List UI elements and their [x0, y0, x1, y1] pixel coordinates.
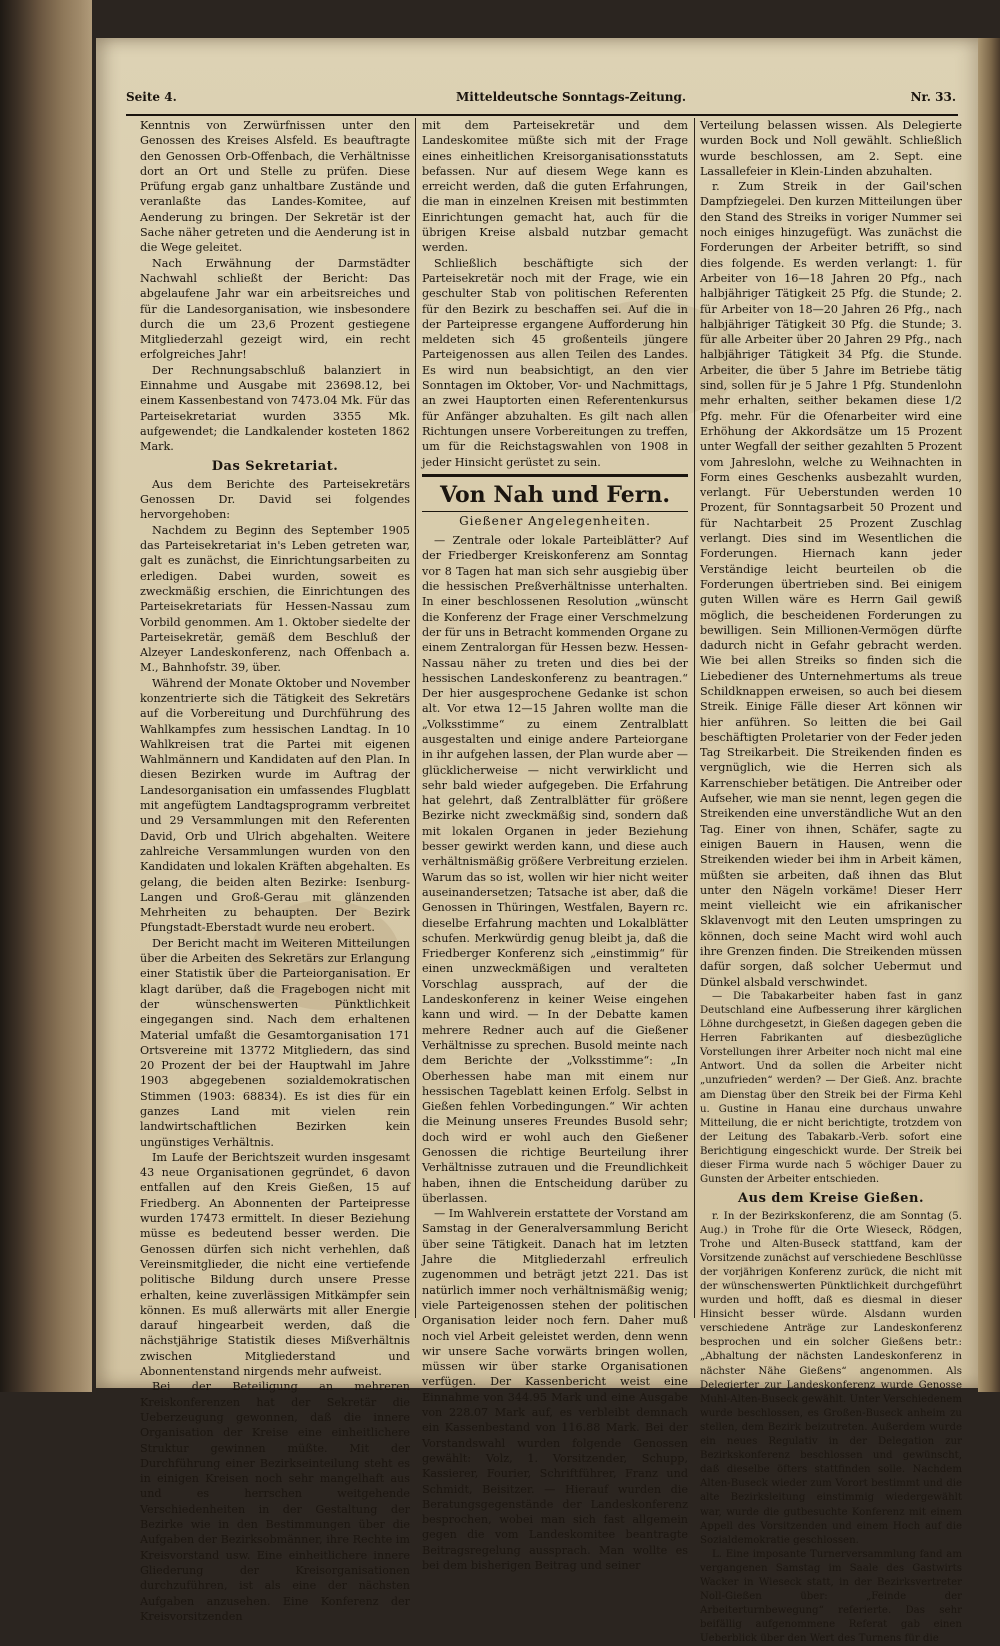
column-2 [422, 118, 688, 1573]
article-paragraph: Schließlich beschäftigte sich der Parteisekretär noch mit der Frage, wie ein geschulter Stab von politischen Referenten für den Bezirk zu beschaffen sei. Auf die in der Parteipresse ergangene Aufforderung hin meldeten sich 45 großenteils jüngere Parteigenossen aus allen Teilen des Landes. Es wird nun beabsichtigt, an den vier Sonntagen im Oktober, Vor- und Nachmittags, an zwei Hauptorten einen Referentenkursus für Anfänger abzuhalten. Es gilt nach allen Richtungen unsere Vorbereitungen zu treffen, um für die Reichstagswahlen von 1908 in jeder Hinsicht gerüstet zu sein. [422, 256, 688, 469]
article-paragraph: Nachdem zu Beginn des September 1905 das Parteisekretariat in's Leben getreten war, galt es zunächst, die Einrichtungsarbeiten zu erledigen. Dabei wurden, soweit es zweckmäßig erschien, die Einrichtungen des Parteisekretariats für Hessen-Nassau zum Vorbild genommen. Am 1. Oktober siedelte der Parteisekretär, gemäß dem Beschluß der Alzeyer Landeskonferenz, nach Offenbach a. M., Bahnhofstr. 39, über. [140, 523, 410, 675]
article-paragraph: L. Eine imposante Turnerversammlung fand am vergangenen Samstag im Saale des Gastwirts Wacker in Wieseck statt, in der Bezirksvertreter Noll-Gießen über: „Feinde der Arbeiterturnbewegung“ referierte. Das sehr beifällig aufgenommene Referat gab einen Ueberblick über den Wert des Turnens für die [700, 1548, 962, 1645]
newspaper-title: Mitteldeutsche Sonntags-Zeitung. [456, 90, 687, 104]
column-divider [415, 118, 416, 1318]
article-paragraph: Nach Erwähnung der Darmstädter Nachwahl schließt der Bericht: Das abgelaufene Jahr war ein arbeitsreiches und für die Landesorganisation, wie insbesondere durch die um 23,6 Prozent gestiegene Mitgliederzahl gezeigt wird, ein recht erfolgreiches Jahr! [140, 256, 410, 362]
header-rule [126, 114, 958, 116]
article-paragraph: Im Laufe der Berichtszeit wurden insgesamt 43 neue Organisationen gegründet, 6 davon entfallen auf den Kreis Gießen, 15 auf Friedberg. An Abonnenten der Parteipresse wurden 17473 ermittelt. In dieser Beziehung müsse es bedeutend besser werden. Die Genossen dürfen sich nicht verhehlen, daß Vereinsmitglieder, die nicht eine vertiefende politische Bildung durch unsere Presse erhalten, keine zuverlässigen Mitkämpfer sein können. Es muß allerwärts mit aller Energie darauf hingearbeit werden, daß die nächstjährige Statistik dieses Mißverhältnis zwischen Mitgliederstand und Abonnentenstand nirgends mehr aufweist. [140, 1150, 410, 1379]
article-paragraph: — Im Wahlverein erstattete der Vorstand am Samstag in der Generalversammlung Bericht über seine Tätigkeit. Danach hat im letzten Jahre die Mitgliederzahl erfreulich zugenommen und beträgt jetzt 221. Das ist natürlich immer noch verhältnismäßig wenig; viele Parteigenossen stehen der politischen Organisation leider noch fern. Daher muß noch viel Arbeit geleistet werden, denn wenn wir unsere Sache vorwärts bringen wollen, müssen wir über starke Organisationen verfügen. Der Kassenbericht weist eine Einnahme von 344.95 Mark und eine Ausgabe von 228.07 Mark auf, es verbleibt demnach ein Kassenbestand von 116.88 Mark. Bei der Vorstandswahl wurden folgende Genossen gewählt: Volz, 1. Vorsitzender, Schupp, Kassierer, Fourier, Schriftführer, Franz und Schmidt, Beisitzer. — Hierauf wurden die Beratungsgegenstände der Landeskonferenz besprochen, wobei man sich fast allgemein gegen die vom Landeskomitee beantragte Beitragsregelung aussprach. Man wollte es bei dem bisherigen Beitrag und seiner [422, 1207, 688, 1573]
article-paragraph: mit dem Parteisekretär und dem Landeskomitee müßte sich mit der Frage eines einheitlichen Kreisorganisationsstatuts befassen. Nur auf diesem Wege kann es erreicht werden, daß die guten Erfahrungen, die man in einzelnen Kreisen mit bestimmten Einrichtungen gemacht hat, auch für die übrigen Kreise alsbald nutzbar gemacht werden. [422, 119, 688, 255]
page-header [126, 90, 956, 112]
article-paragraph: — Zentrale oder lokale Parteiblätter? Auf der Friedberger Kreiskonferenz am Sonntag vor 8 Tagen hat man sich sehr ausgiebig über die hessischen Preßverhältnisse unterhalten. In einer beschlossenen Resolution „wünscht die Konferenz der Frage einer Verschmelzung der für uns in Betracht kommenden Organe zu einem Zentralorgan für Hessen bezw. Hessen-Nassau näher zu treten und dies bei der hessischen Landeskonferenz zu beantragen.“ Der hier ausgesprochene Gedanke ist schon alt. Vor etwa 12—15 Jahren wollte man die „Volksstimme“ zu einem Zentralblatt ausgestalten und einige andere Parteiorgane in ihr aufgehen lassen, der Plan wurde aber — glücklicherweise — nicht verwirklicht und sehr bald wieder aufgegeben. Die Erfahrung hat gelehrt, daß Zentralblätter für größere Bezirke nicht zweckmäßig sind, sondern daß mit lokalen Organen in jeder Beziehung besser gewirkt werden kann, und diese auch verhältnismäßig größere Verbreitung erzielen. Warum das so ist, wollen wir hier nicht weiter auseinandersetzen; Tatsache ist aber, daß die Genossen in Thüringen, Westfalen, Bayern rc. dieselbe Erfahrung machten und Lokalblätter schufen. Merkwürdig genug bleibt ja, daß die Friedberger Konferenz sich „einstimmig“ für einen unzweckmäßigen und veralteten Vorschlag aussprach, auf der die Landeskonferenz in keiner Weise eingehen kann und wird. — In der Debatte kamen mehrere Redner auch auf die Gießener Verhältnisse zu sprechen. Busold meinte nach dem Berichte der „Volksstimme“: „In Oberhessen habe man mit einem nur hessischen Tageblatt keinen Erfolg. Selbst in Gießen fehlen Vorbedingungen.“ Wir achten die Meinung unseres Freundes Busold sehr; doch wird er wohl auch den Gießener Genossen die richtige Beurteilung ihrer Verhältnisse zutrauen und die Freundlichkeit haben, ihnen die Entscheidung darüber zu überlassen. [422, 534, 688, 1205]
article-paragraph: r. In der Bezirkskonferenz, die am Sonntag (5. Aug.) in Trohe für die Orte Wieseck, Rödgen, Trohe und Alten-Buseck stattfand, kam der Vorsitzende zunächst auf verschiedene Beschlüsse der vorjährigen Konferenz zurück, die nicht mit der wünschenswerten Pünktlichkeit durchgeführt wurden und hofft, daß es diesmal in dieser Hinsicht besser würde. Alsdann wurden verschiedene Anträge zur Landeskonferenz besprochen und ein solcher Gießens betr.: „Abhaltung der nächsten Landeskonferenz in nächster Nähe Gießens“ angenommen. Als Delegierter zur Landeskonferenz wurde Genosse Muhl-Alten-Buseck gewählt. Unter Verschiedenem wurde beschlossen, es Großen-Buseck anheim zu stellen, dem Bezirk beizutreten. Außerdem wurde ein neues Regulativ in der Delegation zur Bezirkskonferenz beschlossen und gewünscht, daß dieselbe öfters stattfinden solle. Nachdem Alten-Buseck wieder zum Vorort bestimmt und die alte Bezirksleitung einstimmig wiedergewählt war, wurde die gutbesuchte Konferenz mit einem Appell des Vorsitzenden und einem Hoch auf die Sozialdemokratie geschlossen. [700, 1210, 962, 1546]
article-paragraph: Verteilung belassen wissen. Als Delegierte wurden Bock und Noll gewählt. Schließlich wurde beschlossen, am 2. Sept. eine Lassallefeier in Klein-Linden abzuhalten. [700, 119, 962, 178]
section-subtitle: Gießener Angelegenheiten. [459, 513, 651, 528]
article-paragraph: Aus dem Berichte des Parteisekretärs Genossen Dr. David sei folgendes hervorgehoben: [140, 477, 410, 522]
article-paragraph: Kenntnis von Zerwürfnissen unter den Genossen des Kreises Alsfeld. Es beauftragte den Genossen Orb-Offenbach, die Verhältnisse dort an Ort und Stelle zu prüfen. Diese Prüfung ergab ganz unhaltbare Zustände und veranlaßte das Landes-Komitee, auf Aenderung zu bringen. Der Sekretär ist der Sache näher getreten und die Aenderung ist in die Wege geleitet. [140, 119, 410, 255]
section-title: Von Nah und Fern. [422, 474, 688, 512]
issue-number: Nr. 33. [910, 90, 956, 104]
article-paragraph: Der Bericht macht im Weiteren Mitteilungen über die Arbeiten des Sekretärs zur Erlangung einer Statistik über die Parteiorganisation. Er klagt darüber, daß die Fragebogen nicht mit der wünschenswerten Pünktlichkeit eingegangen sind. Nach dem erhaltenen Material umfaßt die Gesamtorganisation 171 Ortsvereine mit 13772 Mitgliedern, das sind 20 Prozent der bei der Hauptwahl im Jahre 1903 abgegebenen sozialdemokratischen Stimmen (1903: 68834). Es ist dies für ein ganzes Land mit vielen rein landwirtschaftlichen Bezirken kein ungünstiges Verhältnis. [140, 936, 410, 1149]
page-number: Seite 4. [126, 90, 177, 104]
section-heading: Das Sekretariat. [211, 458, 339, 474]
article-paragraph: — Die Tabakarbeiter haben fast in ganz Deutschland eine Aufbesserung ihrer kärglichen Löhne durchgesetzt, in Gießen dagegen geben die Herren Fabrikanten auf diesbezügliche Vorstellungen ihrer Arbeiter noch nicht mal eine Antwort. Und da sollen die Arbeiter nicht „unzufrieden“ werden? — Der Gieß. Anz. brachte am Dienstag über den Streik bei der Firma Kehl u. Gustine in Hanau eine durchaus unwahre Mitteilung, die er nicht berichtigte, trotzdem von der Leitung des Tabakarb.-Verb. sofort eine Berichtigung eingeschickt wurde. Der Streik bei dieser Firma wurde nach 5 wöchiger Dauer zu Gunsten der Arbeiter entschieden. [700, 990, 962, 1186]
column-1 [140, 118, 410, 1623]
section-heading: Aus dem Kreise Gießen. [738, 1191, 924, 1207]
article-paragraph: Während der Monate Oktober und November konzentrierte sich die Tätigkeit des Sekretärs auf die Vorbereitung und Durchführung des Wahlkampfes zum hessischen Landtag. In 10 Wahlkreisen trat die Partei mit eigenen Wahlmännern und Kandidaten auf den Plan. In diesen Bezirken wurde im Auftrag der Landesorganisation ein umfassendes Flugblatt mit angefügtem Landtagsprogramm verbreitet und 29 Versammlungen mit den Referenten David, Orb und Ulrich abgehalten. Weitere zahlreiche Versammlungen wurden von den Kandidaten und lokalen Kräften abgehalten. Es gelang, die beiden alten Bezirke: Isenburg-Langen und Groß-Gerau mit glänzenden Mehrheiten zu behaupten. Der Bezirk Pfungstadt-Eberstadt wurde neu erobert. [140, 676, 410, 935]
article-paragraph: Bei der Beteiligung an mehreren Kreiskonferenzen hat der Sekretär die Ueberzeugung gewonnen, daß die innere Organisation der Kreise eine einheitlichere Struktur gewinnen müßte. Mit der Durchführung einer Bezirkseinteilung steht es in einigen Kreisen noch sehr mangelhaft aus und es herrschen weitgehende Verschiedenheiten in der Gestaltung der Bezirke wie in den Bestimmungen über die Aufgaben der Bezirksobmänner, ihre Rechte im Kreisvorstand usw. Eine einheitlichere innere Gliederung der Kreisorganisationen durchzuführen, ist als eine der nächsten Aufgaben anzusehen. Eine Konferenz der Kreisvorsitzenden [140, 1380, 410, 1623]
article-paragraph: Der Rechnungsabschluß balanziert in Einnahme und Ausgabe mit 23698.12, bei einem Kassenbestand von 7473.04 Mk. Für das Parteisekretariat wurden 3355 Mk. aufgewendet; die Landkalender kosteten 1862 Mark. [140, 363, 410, 454]
column-divider [694, 118, 695, 1318]
page-edge [978, 38, 1000, 1392]
column-3 [700, 118, 962, 1645]
article-paragraph: r. Zum Streik in der Gail'schen Dampfziegelei. Den kurzen Mitteilungen über den Stand des Streiks in voriger Nummer sei noch einiges hinzugefügt. Was zunächst die Forderungen der Arbeiter betrifft, so sind dies folgende. Es werden verlangt: 1. für Arbeiter von 16—18 Jahren 20 Pfg., nach halbjähriger Tätigkeit 25 Pfg. die Stunde; 2. für Arbeiter von 18—20 Jahren 26 Pfg., nach halbjähriger Tätigkeit 30 Pfg. die Stunde; 3. für alle Arbeiter über 20 Jahren 29 Pfg., nach halbjähriger Tätigkeit 34 Pfg. die Stunde. Arbeiter, die über 5 Jahre im Betriebe tätig sind, sollen für je 5 Jahre 1 Pfg. Stundenlohn mehr erhalten, seither bekamen diese 1/2 Pfg. mehr. Für die Ofenarbeiter wird eine Erhöhung der Akkordsätze um 15 Prozent unter Wegfall der seither gezahlten 5 Prozent vom Jahreslohn, welche zu Weihnachten in Form eines Geschenks ausbezahlt wurden, verlangt. Für Ueberstunden werden 10 Prozent, für Sonntagsarbeit 50 Prozent und für Nachtarbeit 25 Prozent Zuschlag verlangt. Dies sind im Wesentlichen die Forderungen. Hiernach kann jeder Verständige leicht beurteilen ob die Forderungen übertrieben sind. Bei einigem guten Willen wäre es Herrn Gail gewiß möglich, die bescheidenen Forderungen zu bewilligen. Sein Millionen-Vermögen dürfte dadurch nicht in Gefahr gebracht werden. Wie bei allen Streiks so finden sich die Liebediener des Unternehmertums als treue Schildknappen erweisen, so auch bei diesem Streik. Einige Fälle dieser Art können wir hier anführen. So leitten die bei Gail beschäftigten Proletarier von der Feder jeden Tag Streikarbeit. Die Streikenden finden es vergnüglich, wie die Herren sich als Karrenschieber betätigen. Die Antreiber oder Aufseher, wie man sie nennt, legen gegen die Streikenden eine unverständliche Wut an den Tag. Einer von ihnen, Schäfer, sagte zu einigen Bauern in Hausen, wenn die Streikenden wieder bei ihm in Arbeit kämen, müßten sie arbeiten, daß ihnen das Blut unter den Nägeln vorkäme! Dieser Herr meint vielleicht wie ein afrikanischer Sklavenvogt mit den Leuten umspringen zu können, doch seine Macht wird wohl auch ihre Grenzen finden. Die Streikenden müssen dafür sorgen, daß solcher Uebermut und Dünkel alsbald verschwindet. [700, 180, 962, 989]
